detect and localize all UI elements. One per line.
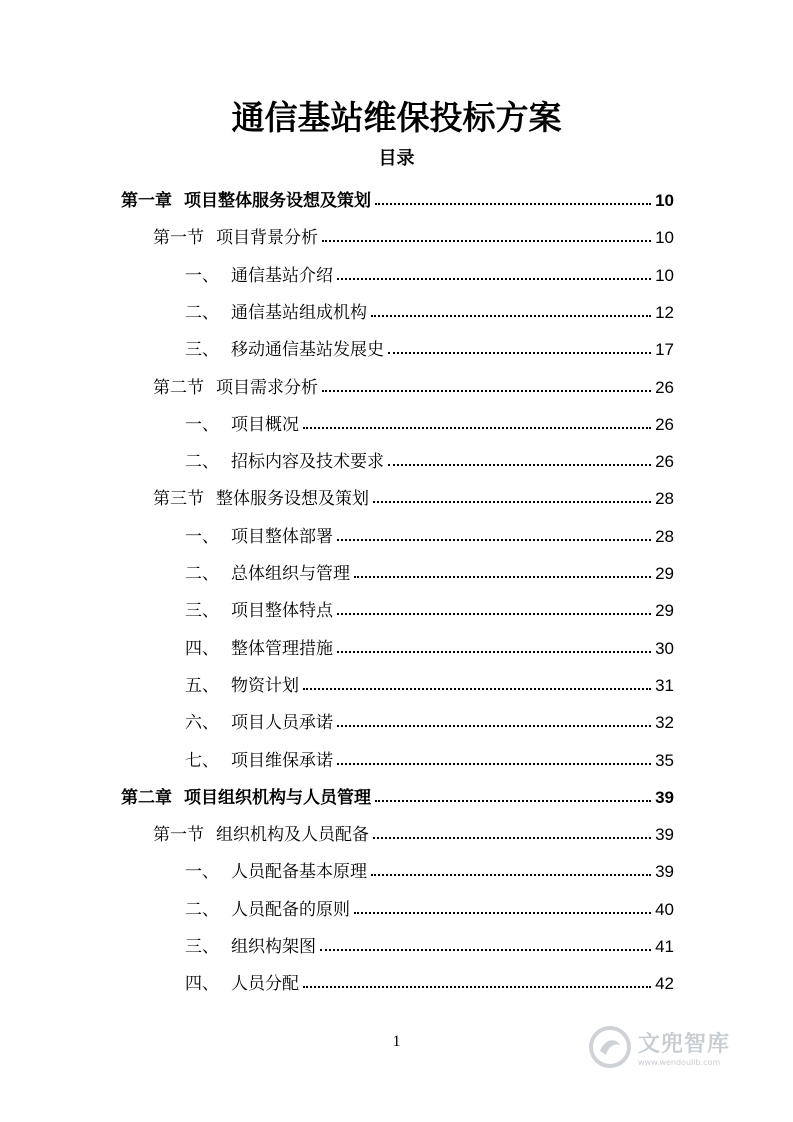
toc-entry[interactable] bbox=[121, 778, 674, 808]
toc-entry[interactable] bbox=[185, 629, 674, 659]
toc-entry-label: 项目概况 bbox=[231, 414, 299, 435]
toc-entry[interactable] bbox=[185, 554, 674, 584]
toc-entry[interactable] bbox=[185, 256, 674, 286]
toc-entry-label: 人员配备的原则 bbox=[231, 899, 350, 920]
toc-entry-label: 项目维保承诺 bbox=[231, 750, 333, 771]
toc-entry-page: 41 bbox=[655, 937, 674, 956]
toc-entry-label: 组织构架图 bbox=[231, 937, 316, 957]
toc-entry-page: 31 bbox=[655, 675, 674, 695]
toc-entry-page: 32 bbox=[655, 713, 674, 733]
toc-entry-label: 项目整体特点 bbox=[231, 601, 333, 622]
toc-entry-page: 26 bbox=[655, 414, 674, 434]
toc-entry-number: 三、 bbox=[185, 340, 219, 361]
toc-leader-dots bbox=[388, 464, 651, 466]
toc-leader-dots bbox=[388, 352, 651, 354]
toc-entry[interactable] bbox=[185, 964, 674, 994]
toc-entry-number: 二、 bbox=[185, 302, 219, 323]
toc-entry-number: 四、 bbox=[185, 974, 219, 995]
toc-entry-number: 第二章 bbox=[121, 787, 172, 808]
toc-entry[interactable] bbox=[185, 330, 674, 360]
toc-entry-number: 三、 bbox=[185, 601, 219, 622]
toc-leader-dots bbox=[371, 874, 651, 876]
toc-entry-page: 39 bbox=[655, 787, 674, 807]
toc-entry[interactable] bbox=[121, 181, 674, 211]
toc-leader-dots bbox=[320, 949, 651, 951]
toc-entry[interactable] bbox=[153, 368, 674, 398]
toc-leader-dots bbox=[354, 576, 651, 578]
toc-entry-label: 项目整体服务设想及策划 bbox=[184, 191, 371, 211]
toc-leader-dots bbox=[337, 278, 651, 280]
toc-leader-dots bbox=[371, 315, 651, 317]
toc-entry-number: 第三节 bbox=[153, 489, 204, 510]
toc-entry-page: 39 bbox=[655, 825, 674, 845]
toc-entry-number: 一、 bbox=[185, 414, 219, 435]
toc-entry-page: 42 bbox=[655, 974, 674, 994]
toc-entry-label: 整体管理措施 bbox=[231, 638, 333, 659]
toc-entry-page: 26 bbox=[655, 377, 674, 397]
toc-entry-page: 12 bbox=[655, 302, 674, 322]
toc-entry[interactable] bbox=[185, 852, 674, 882]
toc-entry[interactable] bbox=[153, 479, 674, 509]
toc-leader-dots bbox=[354, 912, 651, 914]
toc-entry-page: 28 bbox=[655, 526, 674, 546]
toc-entry-label: 总体组织与管理 bbox=[231, 564, 350, 584]
toc-entry-page: 26 bbox=[655, 452, 674, 472]
toc-entry-label: 项目整体部署 bbox=[231, 526, 333, 547]
toc-entry-number: 第一节 bbox=[153, 825, 204, 846]
wendou-logo-icon bbox=[588, 1025, 632, 1069]
toc-leader-dots bbox=[337, 651, 651, 653]
toc-entry[interactable] bbox=[185, 890, 674, 920]
toc-entry-label: 移动通信基站发展史 bbox=[231, 340, 384, 361]
toc-leader-dots bbox=[337, 613, 651, 615]
toc-entry[interactable] bbox=[185, 666, 674, 696]
toc-entry-number: 一、 bbox=[185, 265, 219, 286]
toc-leader-dots bbox=[303, 986, 651, 988]
toc-entry-page: 10 bbox=[655, 228, 674, 248]
toc-entry-page: 17 bbox=[655, 340, 674, 360]
toc-entry-number: 二、 bbox=[185, 452, 219, 473]
toc-heading: 目录 bbox=[378, 148, 415, 169]
toc-leader-dots bbox=[337, 763, 651, 765]
toc-leader-dots bbox=[322, 390, 651, 392]
toc-entry[interactable] bbox=[185, 591, 674, 621]
toc-leader-dots bbox=[337, 725, 651, 727]
toc-entry[interactable] bbox=[185, 405, 674, 435]
toc-entry[interactable] bbox=[185, 703, 674, 733]
toc-entry-number: 一、 bbox=[185, 862, 219, 883]
toc-leader-dots bbox=[303, 427, 651, 429]
toc-leader-dots bbox=[337, 539, 651, 541]
document-title: 通信基站维保投标方案 bbox=[231, 98, 562, 137]
toc-entry-label: 通信基站介绍 bbox=[231, 265, 333, 286]
toc-entry-number: 第一章 bbox=[121, 191, 172, 211]
watermark-name: 文兜智库 bbox=[638, 1032, 731, 1057]
toc-entry-number: 一、 bbox=[185, 526, 219, 547]
toc-entry-number: 六、 bbox=[185, 713, 219, 734]
toc-entry-label: 项目背景分析 bbox=[216, 228, 318, 249]
toc-entry-page: 29 bbox=[655, 564, 674, 583]
toc-entry-label: 项目需求分析 bbox=[216, 377, 318, 398]
toc-leader-dots bbox=[375, 203, 651, 205]
toc-leader-dots bbox=[303, 688, 651, 690]
toc-entry-number: 五、 bbox=[185, 675, 219, 696]
toc-entry-page: 10 bbox=[655, 265, 674, 285]
toc-entry-number: 第二节 bbox=[153, 377, 204, 398]
toc-leader-dots bbox=[375, 800, 651, 802]
toc-entry-number: 三、 bbox=[185, 937, 219, 957]
toc-leader-dots bbox=[373, 837, 651, 839]
toc-entry-label: 人员分配 bbox=[231, 974, 299, 995]
toc-entry-page: 28 bbox=[655, 489, 674, 509]
toc-leader-dots bbox=[373, 501, 651, 503]
toc-entry-label: 物资计划 bbox=[231, 675, 299, 696]
toc-entry-page: 35 bbox=[655, 750, 674, 770]
toc-entry-number: 第一节 bbox=[153, 228, 204, 249]
toc-entry-label: 组织机构及人员配备 bbox=[216, 825, 369, 846]
toc-entry-label: 通信基站组成机构 bbox=[231, 302, 367, 323]
toc-entry-page: 29 bbox=[655, 601, 674, 621]
toc-entry[interactable] bbox=[153, 218, 674, 248]
toc-entry[interactable] bbox=[185, 517, 674, 547]
toc-entry-label: 项目人员承诺 bbox=[231, 713, 333, 734]
toc-entry[interactable] bbox=[153, 815, 674, 845]
toc-entry-page: 39 bbox=[655, 862, 674, 882]
toc-entry-number: 二、 bbox=[185, 899, 219, 920]
toc-entry-label: 整体服务设想及策划 bbox=[216, 489, 369, 510]
watermark bbox=[588, 1023, 758, 1071]
toc-entry-number: 七、 bbox=[185, 750, 219, 771]
toc-entry-label: 人员配备基本原理 bbox=[231, 862, 367, 883]
toc-leader-dots bbox=[322, 240, 651, 242]
toc-entry-page: 10 bbox=[655, 191, 674, 210]
toc-entry-page: 40 bbox=[655, 899, 674, 919]
toc-entry-page: 30 bbox=[655, 638, 674, 658]
toc-entry-label: 项目组织机构与人员管理 bbox=[184, 787, 371, 808]
toc-entry[interactable] bbox=[185, 741, 674, 771]
toc-entry-number: 四、 bbox=[185, 638, 219, 659]
toc-entry-label: 招标内容及技术要求 bbox=[231, 452, 384, 473]
toc-entry[interactable] bbox=[185, 927, 674, 957]
toc-entry[interactable] bbox=[185, 293, 674, 323]
toc-entry[interactable] bbox=[185, 442, 674, 472]
toc-entry-number: 二、 bbox=[185, 564, 219, 584]
watermark-url: www.wendoulib.com bbox=[638, 1058, 721, 1067]
page-number: 1 bbox=[392, 1033, 401, 1050]
